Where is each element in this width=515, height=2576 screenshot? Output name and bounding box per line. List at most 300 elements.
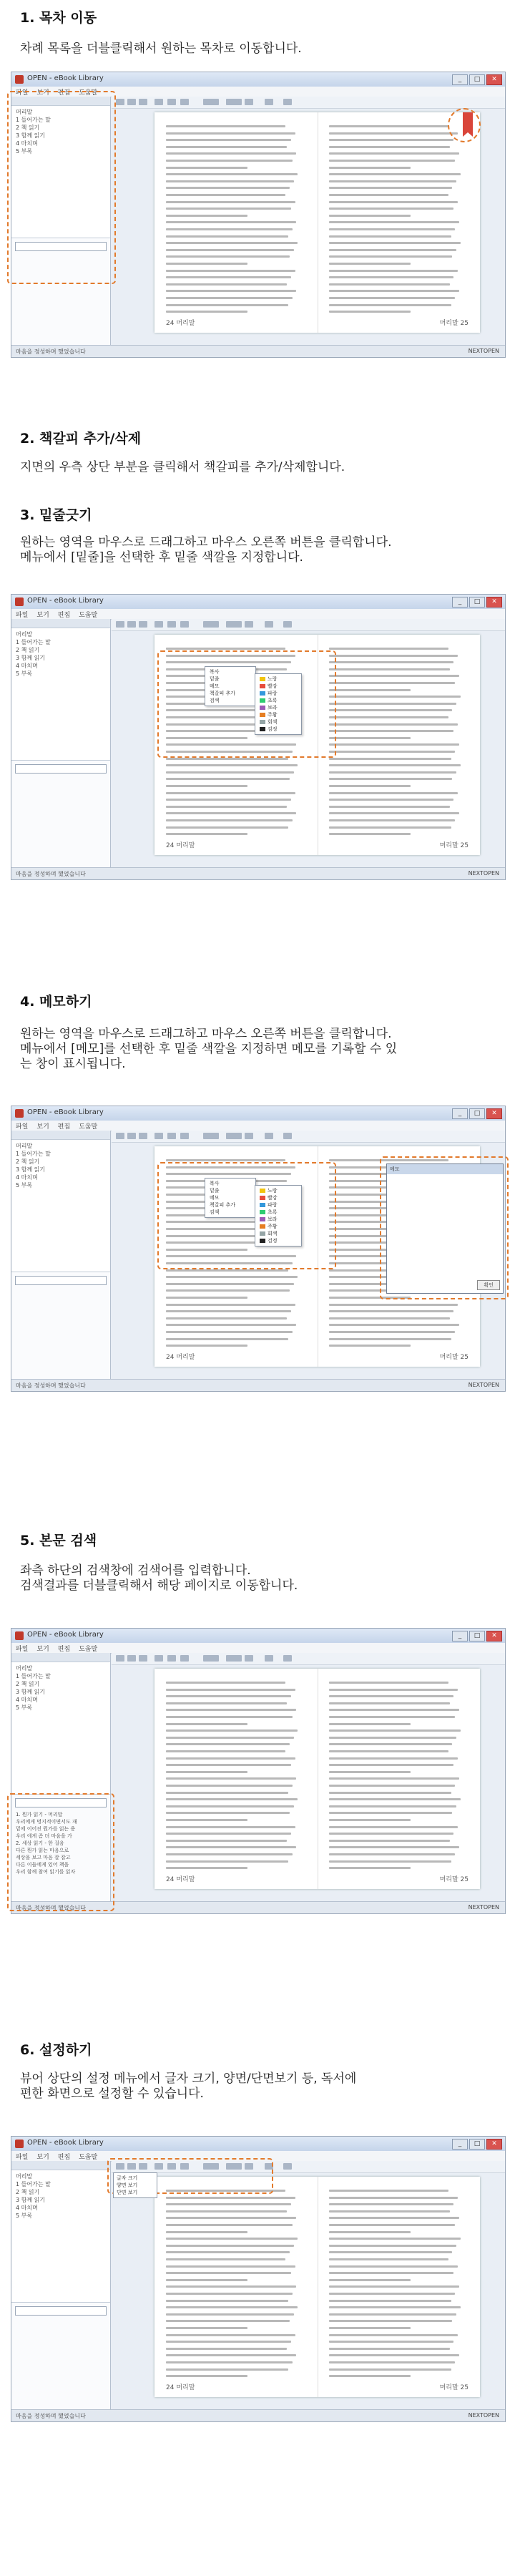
memo-ok-button[interactable]: 확인: [477, 1280, 500, 1290]
text-line: [329, 2203, 454, 2205]
toolbar-button[interactable]: [283, 99, 292, 105]
status-bar: [11, 345, 505, 357]
color-swatch: [260, 691, 265, 696]
text-line: [329, 297, 456, 299]
toolbar-button[interactable]: [203, 99, 219, 105]
text-line: [166, 1743, 290, 1745]
menu-item[interactable]: 도움말: [79, 89, 98, 97]
toc-item[interactable]: 5 부록: [16, 1182, 33, 1189]
text-line: [166, 187, 290, 189]
text-line: [329, 276, 454, 278]
text-line: [329, 1310, 454, 1312]
toc-item[interactable]: 4 마치며: [16, 1697, 38, 1703]
left-page[interactable]: [154, 1669, 318, 1889]
text-line: [329, 242, 461, 244]
text-line: [166, 1723, 247, 1725]
toolbar-button[interactable]: [154, 1655, 163, 1662]
search-result[interactable]: 다른 뭔가 읽는 마음으로: [16, 1848, 69, 1853]
toc-item[interactable]: 머리말: [16, 109, 33, 115]
toolbar-button[interactable]: [226, 99, 242, 105]
close-button[interactable]: ✕: [486, 74, 502, 85]
toc-item[interactable]: 5 부록: [16, 670, 33, 677]
color-option[interactable]: 노랑: [255, 1187, 301, 1194]
text-line: [329, 283, 450, 286]
toolbar-button[interactable]: [283, 2163, 292, 2170]
maximize-button[interactable]: □: [469, 597, 485, 608]
right-page[interactable]: [318, 1669, 481, 1889]
toolbar-button[interactable]: [226, 1133, 242, 1139]
page-number: 24 머리말: [166, 2384, 195, 2391]
toc-item[interactable]: 1 들어가는 말: [16, 2181, 51, 2187]
right-page[interactable]: [318, 112, 481, 333]
text-line: [329, 833, 411, 835]
text-line: [329, 1771, 411, 1773]
menu-item[interactable]: 보기: [36, 89, 49, 97]
toolbar-button[interactable]: [245, 99, 253, 105]
toc-item[interactable]: 2 책 읽기: [16, 647, 40, 653]
toc-item[interactable]: 머리말: [16, 2173, 33, 2180]
toolbar-button[interactable]: [116, 621, 124, 628]
context-menu-item[interactable]: 메모: [210, 683, 220, 689]
right-page[interactable]: [318, 635, 481, 855]
toolbar-button[interactable]: [203, 1133, 219, 1139]
text-line: [166, 1826, 295, 1828]
color-option[interactable]: 노랑: [255, 675, 301, 683]
toolbar: [112, 619, 505, 631]
text-line: [329, 778, 453, 780]
menu-item[interactable]: 도움말: [79, 1123, 98, 1131]
menu-bar: [11, 1121, 505, 1131]
memo-textarea[interactable]: [387, 1174, 503, 1180]
text-line: [329, 1764, 454, 1766]
search-result[interactable]: 1. 뭔가 읽기 - 머리말: [16, 1812, 63, 1818]
settings-item[interactable]: 단면 보기: [117, 2190, 138, 2195]
text-line: [166, 270, 295, 272]
search-result[interactable]: 우리에게 명지적이면서도 재: [16, 1819, 77, 1825]
toc-item[interactable]: 4 마치며: [16, 1174, 38, 1181]
menu-item[interactable]: 보기: [36, 612, 49, 619]
text-line: [329, 139, 454, 141]
color-option[interactable]: 보라: [255, 704, 301, 711]
search-result[interactable]: 우리 에게 좀 더 마음을 가: [16, 1833, 72, 1839]
text-line: [329, 675, 459, 677]
toolbar-button[interactable]: [265, 1133, 273, 1139]
toc-item[interactable]: 5 부록: [16, 148, 33, 155]
app-icon: [15, 1631, 24, 1640]
minimize-button[interactable]: _: [452, 1631, 468, 1641]
window-controls: [452, 1108, 502, 1119]
toolbar-button[interactable]: [154, 99, 163, 105]
text-line: [329, 2368, 451, 2371]
section-heading: 3. 밑줄긋기: [20, 507, 92, 523]
color-swatch: [260, 1239, 265, 1243]
color-option[interactable]: 주황: [255, 1223, 301, 1230]
text-line: [329, 1826, 458, 1828]
text-line: [329, 2285, 459, 2288]
toolbar-button[interactable]: [139, 621, 147, 628]
toc-item[interactable]: 머리말: [16, 1665, 33, 1672]
text-line: [329, 2300, 451, 2302]
text-line: [166, 2231, 247, 2233]
text-line: [166, 2285, 296, 2288]
text-line: [329, 125, 448, 127]
toolbar-button[interactable]: [245, 1655, 253, 1662]
text-line: [329, 2231, 411, 2233]
menu-item[interactable]: 편집: [57, 2154, 71, 2161]
color-swatch: [260, 1224, 265, 1229]
text-line: [329, 764, 461, 766]
minimize-button[interactable]: _: [452, 597, 468, 608]
toc-item[interactable]: 5 부록: [16, 1704, 33, 1711]
toc-item[interactable]: 3 함께 읽기: [16, 655, 46, 661]
toc-list: [11, 628, 110, 680]
color-swatch: [260, 684, 265, 688]
text-line: [166, 1345, 247, 1347]
toolbar-button[interactable]: [139, 99, 147, 105]
toolbar-button[interactable]: [167, 99, 176, 105]
text-line: [166, 235, 288, 238]
close-button[interactable]: ✕: [486, 1631, 502, 1641]
context-menu-item[interactable]: 검색: [210, 698, 220, 703]
toolbar-button[interactable]: [203, 621, 219, 628]
text-line: [329, 737, 411, 739]
menu-item[interactable]: 파일: [16, 612, 29, 619]
minimize-button[interactable]: _: [452, 1108, 468, 1119]
toolbar-button[interactable]: [265, 99, 273, 105]
toc-item[interactable]: 4 마치며: [16, 2205, 38, 2211]
app-icon: [15, 75, 24, 84]
text-line: [329, 1709, 459, 1711]
toolbar-button[interactable]: [265, 621, 273, 628]
text-line: [329, 2224, 456, 2226]
toolbar-button[interactable]: [226, 1655, 242, 1662]
window-controls: [452, 2139, 502, 2150]
text-line: [329, 2306, 461, 2308]
window-title: OPEN - eBook Library: [27, 1108, 104, 1116]
search-result[interactable]: 세상을 보고 마음 잘 잡고: [16, 1855, 71, 1860]
menu-item[interactable]: 파일: [16, 1123, 29, 1131]
text-line: [329, 1716, 456, 1718]
color-option[interactable]: 주황: [255, 711, 301, 718]
window-controls: [452, 1631, 502, 1641]
text-line: [166, 1750, 285, 1752]
text-line: [329, 1853, 456, 1855]
text-line: [166, 1764, 291, 1766]
close-button[interactable]: ✕: [486, 1108, 502, 1119]
status-text: 마음을 정성하며 했었습니다: [16, 348, 86, 355]
text-line: [166, 1324, 296, 1326]
text-line: [329, 1798, 461, 1800]
text-line: [329, 1682, 448, 1684]
toolbar-button[interactable]: [127, 621, 136, 628]
toolbar-button[interactable]: [127, 99, 136, 105]
text-line: [329, 152, 459, 155]
menu-item[interactable]: 편집: [57, 89, 71, 97]
text-line: [329, 826, 451, 829]
left-page[interactable]: [154, 112, 318, 333]
menu-item[interactable]: 편집: [57, 1123, 71, 1131]
text-line: [329, 668, 450, 670]
text-line: [166, 283, 287, 286]
text-line: [166, 1695, 291, 1697]
text-line: [329, 1689, 458, 1691]
search-input[interactable]: [15, 764, 107, 774]
toc-item[interactable]: 3 함께 읽기: [16, 1689, 46, 1695]
toolbar-button[interactable]: [283, 1133, 292, 1139]
close-button[interactable]: ✕: [486, 2139, 502, 2150]
text-line: [166, 1331, 293, 1333]
page-number: 24 머리말: [166, 320, 195, 327]
status-bar: [11, 1379, 505, 1391]
toolbar-button[interactable]: [265, 1655, 273, 1662]
color-option[interactable]: 검정: [255, 726, 301, 733]
text-line: [166, 2251, 290, 2253]
text-line: [329, 655, 458, 657]
text-line: [166, 648, 285, 650]
text-line: [329, 819, 456, 821]
text-line: [329, 689, 411, 691]
text-line: [329, 2245, 457, 2247]
text-line: [166, 1846, 296, 1848]
context-menu-item[interactable]: 책갈피 추가: [210, 1202, 236, 1208]
maximize-button[interactable]: □: [469, 2139, 485, 2150]
section-heading: 5. 본문 검색: [20, 1533, 97, 1548]
text-line: [166, 2320, 290, 2322]
toolbar-button[interactable]: [245, 1133, 253, 1139]
menu-item[interactable]: 도움말: [79, 612, 98, 619]
text-line: [166, 167, 247, 169]
toolbar-button[interactable]: [180, 99, 189, 105]
text-line: [166, 1269, 288, 1272]
toc-item[interactable]: 3 함께 읽기: [16, 1166, 46, 1173]
color-option[interactable]: 파랑: [255, 1201, 301, 1209]
maximize-button[interactable]: □: [469, 74, 485, 85]
toolbar-button[interactable]: [167, 1133, 176, 1139]
toc-item[interactable]: 2 책 읽기: [16, 1681, 40, 1687]
toc-item[interactable]: 4 마치며: [16, 140, 38, 147]
brand-label: NEXTOPEN: [468, 1904, 499, 1911]
menu-item[interactable]: 보기: [36, 1123, 49, 1131]
context-menu-item[interactable]: 복사: [210, 1181, 220, 1186]
toolbar-button[interactable]: [116, 1133, 124, 1139]
color-option[interactable]: 회색: [255, 718, 301, 726]
text-line: [329, 2217, 459, 2219]
text-line: [329, 221, 459, 223]
text-line: [329, 2327, 411, 2329]
color-option[interactable]: 파랑: [255, 690, 301, 697]
color-option[interactable]: 회색: [255, 1230, 301, 1237]
minimize-button[interactable]: _: [452, 74, 468, 85]
toc-item[interactable]: 1 들어가는 말: [16, 639, 51, 645]
text-line: [329, 743, 459, 746]
toolbar-button[interactable]: [127, 1655, 136, 1662]
text-line: [166, 1310, 291, 1312]
search-result[interactable]: 우리 함께 참여 읽기를 읽자: [16, 1869, 76, 1875]
text-line: [329, 2272, 454, 2274]
text-line: [329, 2197, 458, 2199]
toolbar-button[interactable]: [116, 1655, 124, 1662]
toolbar-button[interactable]: [180, 621, 189, 628]
section-description: 좌측 하단의 검색창에 검색어를 입력합니다. 검색결과를 더블클릭해서 해당 페이지로 이동합니다.: [20, 1563, 298, 1593]
toolbar-button[interactable]: [139, 1655, 147, 1662]
toolbar-button[interactable]: [180, 1133, 189, 1139]
toolbar-button[interactable]: [167, 621, 176, 628]
search-input[interactable]: [15, 2306, 107, 2316]
toolbar-button[interactable]: [154, 621, 163, 628]
context-menu-item[interactable]: 밑줄: [210, 676, 220, 682]
color-option[interactable]: 빨강: [255, 683, 301, 690]
app-icon: [15, 597, 24, 606]
menu-item[interactable]: 편집: [57, 612, 71, 619]
menu-item[interactable]: 도움말: [79, 2154, 98, 2161]
text-line: [166, 1805, 294, 1807]
viewer-window-settings: [11, 2136, 506, 2422]
text-line: [329, 270, 458, 272]
menu-item[interactable]: 파일: [16, 1646, 29, 1653]
text-line: [329, 235, 451, 238]
toc-item[interactable]: 1 들어가는 말: [16, 117, 51, 123]
text-line: [329, 160, 456, 162]
toolbar-button[interactable]: [226, 621, 242, 628]
settings-item[interactable]: 양면 보기: [117, 2182, 138, 2188]
toc-header: [11, 2161, 110, 2170]
toc-item[interactable]: 3 함께 읽기: [16, 2197, 46, 2203]
toolbar-button[interactable]: [139, 1133, 147, 1139]
text-line: [329, 304, 451, 306]
text-line: [329, 2251, 453, 2253]
section-heading: 1. 목차 이동: [20, 10, 97, 26]
window-title: OPEN - eBook Library: [27, 1631, 104, 1639]
text-line: [166, 1853, 293, 1855]
text-line: [329, 2210, 450, 2212]
toc-item[interactable]: 5 부록: [16, 2212, 33, 2219]
text-line: [166, 2354, 296, 2356]
text-line: [329, 1792, 451, 1794]
toc-header: [11, 619, 110, 628]
left-page[interactable]: [154, 2177, 318, 2397]
context-menu-item[interactable]: 복사: [210, 669, 220, 675]
text-line: [166, 1729, 298, 1732]
text-line: [329, 2293, 456, 2295]
toolbar-button[interactable]: [245, 621, 253, 628]
menu-item[interactable]: 편집: [57, 1646, 71, 1653]
text-line: [166, 2327, 247, 2329]
text-line: [166, 826, 288, 829]
maximize-button[interactable]: □: [469, 1108, 485, 1119]
toolbar-button[interactable]: [167, 1655, 176, 1662]
text-line: [166, 2245, 294, 2247]
text-line: [166, 263, 247, 265]
color-option[interactable]: 검정: [255, 1237, 301, 1244]
color-option[interactable]: 초록: [255, 697, 301, 704]
toc-item[interactable]: 머리말: [16, 1143, 33, 1149]
search-input[interactable]: [15, 1276, 107, 1285]
text-line: [166, 255, 290, 258]
toolbar-button[interactable]: [127, 1133, 136, 1139]
menu-item[interactable]: 파일: [16, 2154, 29, 2161]
toolbar-button[interactable]: [180, 1655, 189, 1662]
text-line: [329, 167, 411, 169]
toc-item[interactable]: 2 책 읽기: [16, 2189, 40, 2195]
text-line: [329, 1331, 456, 1333]
text-line: [166, 1819, 247, 1821]
brand-label: NEXTOPEN: [468, 1382, 499, 1388]
text-line: [329, 1723, 411, 1725]
color-swatch: [260, 1231, 265, 1236]
toolbar-button[interactable]: [154, 1133, 163, 1139]
text-line: [329, 311, 411, 313]
toc-header: [11, 1653, 110, 1662]
text-line: [166, 792, 295, 794]
highlight-bookmark: [448, 108, 481, 142]
text-line: [329, 2361, 456, 2363]
search-result[interactable]: 2. 세상 읽기 - 한 걸음: [16, 1840, 64, 1846]
text-line: [166, 2361, 293, 2363]
color-option[interactable]: 보라: [255, 1216, 301, 1223]
toc-item[interactable]: 2 책 읽기: [16, 1158, 40, 1165]
menu-item[interactable]: 파일: [16, 89, 29, 97]
toc-item[interactable]: 3 함께 읽기: [16, 132, 46, 139]
text-line: [329, 2375, 411, 2377]
toc-item[interactable]: 1 들어가는 말: [16, 1151, 51, 1157]
toolbar-button[interactable]: [283, 621, 292, 628]
toc-item[interactable]: 1 들어가는 말: [16, 1673, 51, 1679]
text-line: [166, 1785, 293, 1787]
toc-header: [11, 1131, 110, 1140]
text-line: [329, 2320, 453, 2322]
context-menu-item[interactable]: 검색: [210, 1209, 220, 1215]
context-menu-item[interactable]: 메모: [210, 1195, 220, 1201]
text-line: [166, 2341, 291, 2343]
color-option[interactable]: 초록: [255, 1209, 301, 1216]
menu-item[interactable]: 보기: [36, 2154, 49, 2161]
text-line: [329, 2238, 461, 2240]
book-spread: [154, 1669, 480, 1889]
toc-item[interactable]: 4 마치며: [16, 663, 38, 669]
color-option[interactable]: 빨강: [255, 1194, 301, 1201]
toolbar-button[interactable]: [203, 1655, 219, 1662]
right-page[interactable]: [318, 2177, 481, 2397]
text-line: [329, 1729, 461, 1732]
minimize-button[interactable]: _: [452, 2139, 468, 2150]
text-line: [329, 1304, 458, 1306]
text-line: [166, 2238, 298, 2240]
maximize-button[interactable]: □: [469, 1631, 485, 1641]
context-menu-item[interactable]: 밑줄: [210, 1188, 220, 1194]
toc-item[interactable]: 머리말: [16, 631, 33, 638]
text-line: [166, 1709, 296, 1711]
text-line: [329, 682, 456, 684]
menu-item[interactable]: 도움말: [79, 1646, 98, 1653]
context-menu-item[interactable]: 책갈피 추가: [210, 691, 236, 696]
text-line: [166, 1777, 296, 1780]
menu-item[interactable]: 보기: [36, 1646, 49, 1653]
text-line: [329, 1695, 454, 1697]
page-number: 24 머리말: [166, 1876, 195, 1883]
text-line: [166, 1771, 247, 1773]
search-result[interactable]: 다른 이들에게 있어 책을: [16, 1862, 69, 1868]
text-line: [166, 125, 285, 127]
close-button[interactable]: ✕: [486, 597, 502, 608]
settings-item[interactable]: 글자 크기: [117, 2175, 138, 2181]
color-submenu: [255, 1185, 302, 1246]
text-line: [166, 132, 295, 135]
text-line: [166, 297, 293, 299]
toolbar-button[interactable]: [116, 99, 124, 105]
search-result[interactable]: 밑에 이어진 뭔가를 읽는 용: [16, 1826, 76, 1832]
toolbar-button[interactable]: [283, 1655, 292, 1662]
toc-item[interactable]: 2 책 읽기: [16, 125, 40, 131]
